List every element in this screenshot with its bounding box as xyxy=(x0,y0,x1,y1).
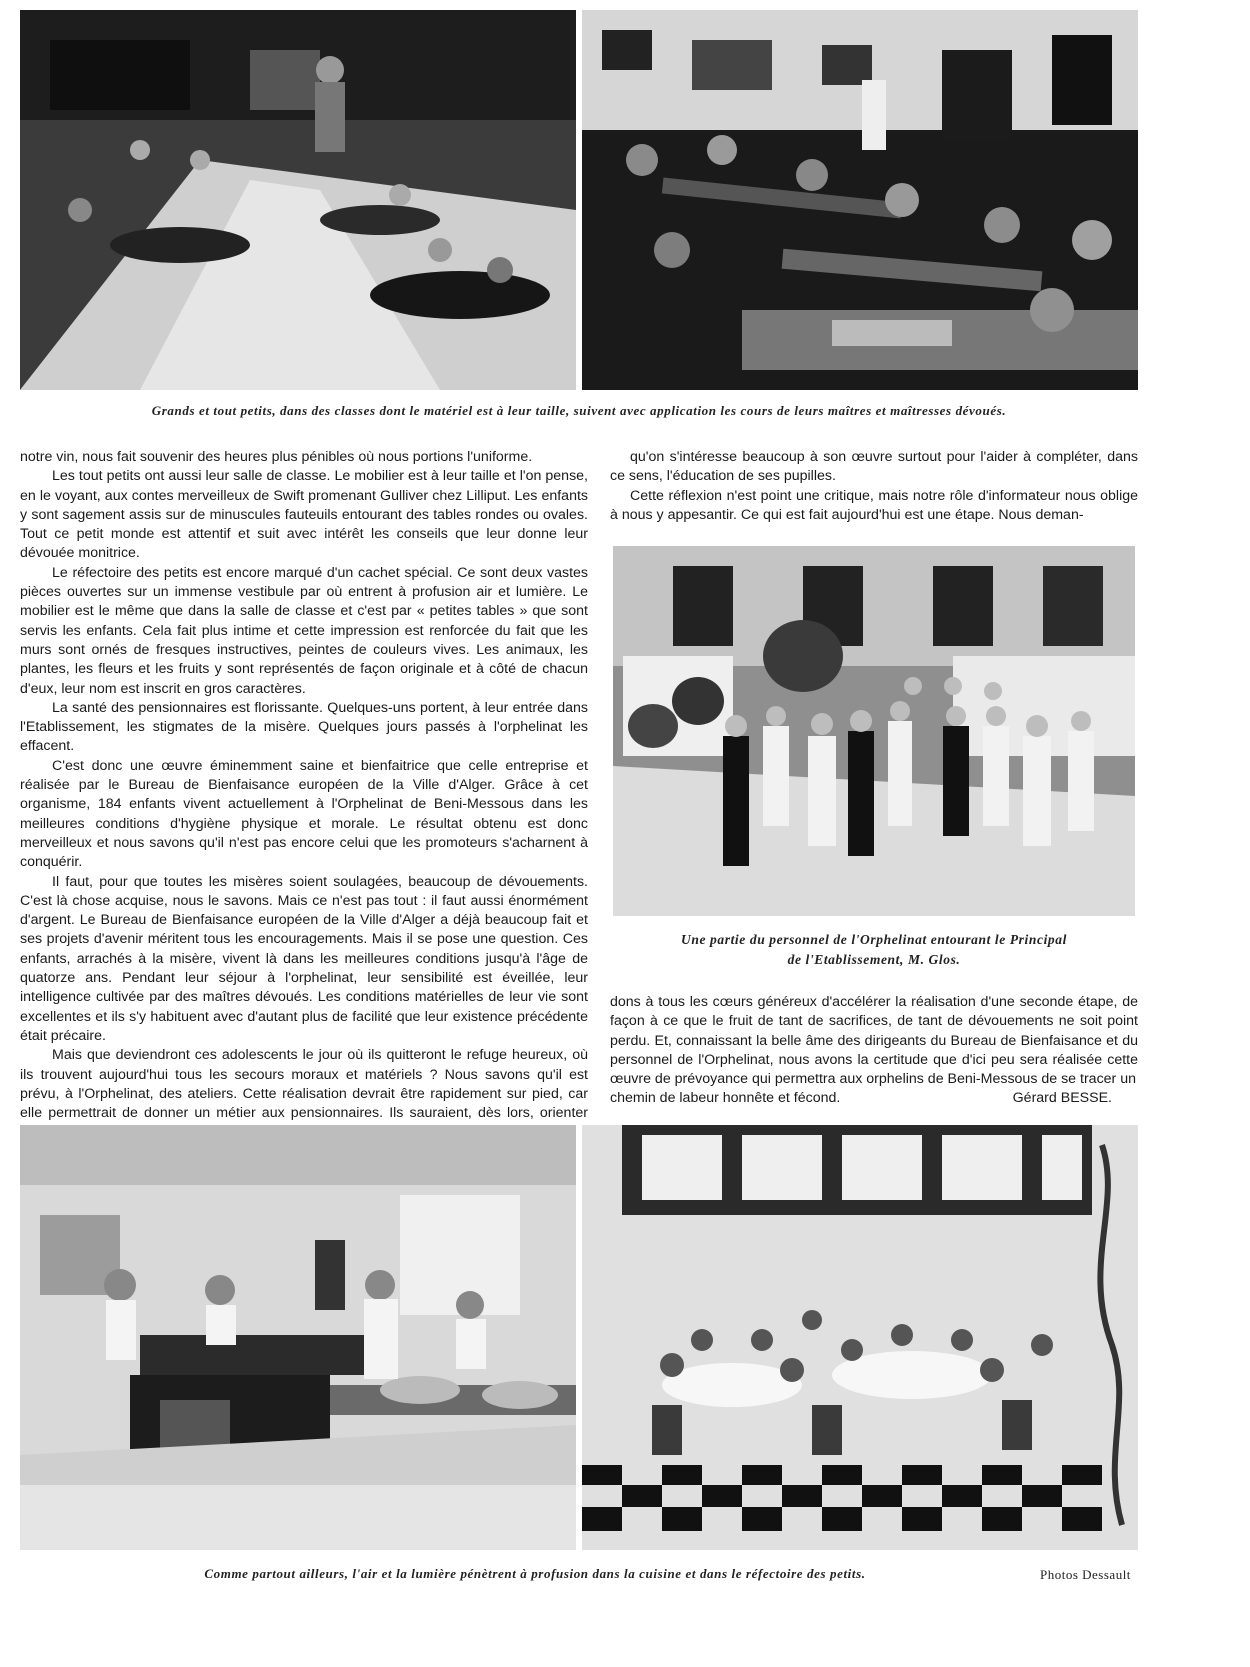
photo-older-pupils-classroom xyxy=(582,10,1138,390)
photo-kitchen xyxy=(20,1125,576,1550)
paragraph: notre vin, nous fait souvenir des heures plus pénibles où nous portions l'uniforme. xyxy=(20,449,533,465)
photo-orphanage-staff-group xyxy=(613,546,1135,916)
paragraph: Le réfectoire des petits est encore marqué d'un cachet spécial. Ce sont deux vastes pièces ouvertes sur un immense vestibule par où entrent à profusion air et lumière. Le mobilier est le même que dans la salle de classe et c'est par « petites tables » que sont servis les enfants. Cela fait plus intime et cette impression est renforcée du fait que les murs sont ornés de fresques instructives, peintes de couleurs vives. Les animaux, les plantes, les fleurs et les fruits y sont représentés de façon originale et à côté de chacun d'eux, leur nom est inscrit en gros caractères. xyxy=(20,564,588,697)
left-article-column xyxy=(20,448,588,1143)
author-signature: Gérard BESSE. xyxy=(1012,1090,1112,1107)
right-article-column-bottom xyxy=(610,993,1138,1109)
signature-row xyxy=(610,1089,1138,1108)
paragraph: La santé des pensionnaires est florissante. Quelques-uns portent, à leur entrée dans l'Etablissement, les stigmates de la misère. Quelques jours passés à l'orphelinat les effacent. xyxy=(20,699,588,755)
paragraph: C'est donc une œuvre éminemment saine et bienfaitrice que celle entreprise et réalisée par le Bureau de Bienfaisance européen de la Ville d'Alger. Grâce à cet organisme, 184 enfants vivent actuellement à l'Orphelinat de Beni-Messous dans les meilleures conditions d'hygiène physique et morale. Le résultat obtenu est donc merveilleux et nous savons qu'il n'est pas encore celui que les promoteurs s'acharnent à conquérir. xyxy=(20,757,588,871)
middle-caption-line-1: Une partie du personnel de l'Orphelinat entourant le Principal xyxy=(681,932,1067,947)
paragraph: Les tout petits ont aussi leur salle de classe. Le mobilier est à leur taille et l'on pense, en le voyant, aux contes merveilleux de Swift promenant Gulliver chez Lilliput. Les enfants y sont sagement assis sur de minuscules fauteuils entourant des tables rondes ou ovales. Tout ce petit monde est attentif et suit avec intérêt les conseils que leur donne leur dévouée monitrice. xyxy=(20,468,588,562)
paragraph: dons à tous les cœurs généreux d'accélérer la réalisation d'une seconde étape, de façon à ce que le fruit de tant de sacrifices, de tant de dévouements ne soit point perdu. Et, connaissant la belle âme des dirigeants du Bureau de Bienfaisance et du personnel de l'Orphelinat, nous avons la certitude que d'ici peu sera réalisée cette œuvre de prévoyance qui permettra aux orphelins de Beni-Messous de se tracer un xyxy=(610,994,1138,1088)
middle-caption xyxy=(613,930,1135,970)
paragraph: Mais que deviendront ces adolescents le jour où ils quitteront le refuge heureux, où ils trouvent aujourd'hui tous les secours moraux et matériels ? Nous savons qu'il est prévu, à l'Orphelinat, des ateliers. Cette réalisation devrait être rapidement sur pied, car elle permettrait de donner un métier aux pensionnaires. Ils sauraient, dès lors, orienter xyxy=(20,1047,588,1122)
middle-caption-line-2: de l'Etablissement, M. Glos. xyxy=(787,952,961,967)
photo-small-children-classroom xyxy=(20,10,576,390)
closing-line: chemin de labeur honnête et fécond. xyxy=(610,1090,841,1107)
photo-small-children-refectory xyxy=(582,1125,1138,1550)
paragraph: Cette réflexion n'est point une critique, mais notre rôle d'informateur nous oblige à nous y appesantir. Ce qui est fait aujourd'hui est une étape. Nous deman- xyxy=(610,487,1138,523)
bottom-caption: Comme partout ailleurs, l'air et la lumière pénètrent à profusion dans la cuisine et dans le réfectoire des petits. xyxy=(204,1566,866,1581)
paragraph: Il faut, pour que toutes les misères soient soulagées, beaucoup de dévouements. C'est là chose acquise, nous le savons. Mais ce n'est pas tout : il faut aussi énormément d'argent. Le Bureau de Bienfaisance européen de la Ville d'Alger a déjà beaucoup fait et ses projets d'avenir méritent tous les encouragements. Mais il se pose une question. Ces enfants, arrachés à la misère, vivent là dans les meilleures conditions jusqu'à l'âge de quatorze ans. Pendant leur séjour à l'orphelinat, leur sensibilité est éveillée, leur intelligence cultivée par des maîtres dévoués. Les conditions matérielles de leur vie sont excellentes et ils s'y habituent avec d'autant plus de facilité que leur existence précédente était précaire. xyxy=(20,873,588,1044)
right-article-column-top xyxy=(610,448,1138,525)
photo-credit: Photos Dessault xyxy=(1040,1567,1131,1582)
top-caption: Grands et tout petits, dans des classes dont le matériel est à leur taille, suivent avec application les cours de leurs maîtres et maîtresses dévoués. xyxy=(151,403,1007,418)
paragraph: qu'on s'intéresse beaucoup à son œuvre surtout pour l'aider à compléter, dans ce sens, l'éducation de ses pupilles. xyxy=(610,449,1138,485)
